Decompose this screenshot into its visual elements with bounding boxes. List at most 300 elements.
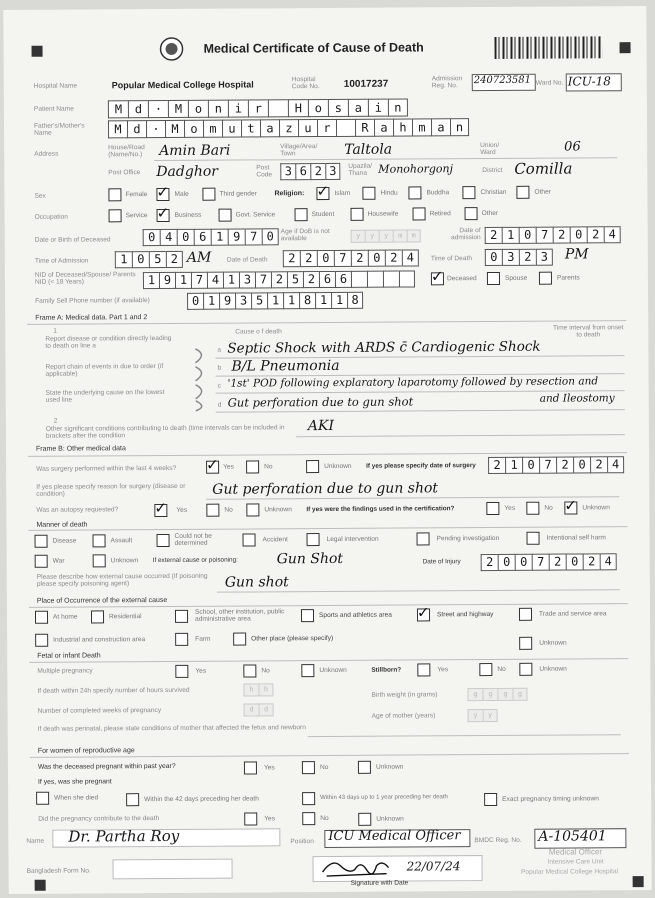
admission-date-boxes — [485, 226, 621, 244]
findings-yes-checkbox[interactable] — [486, 502, 499, 515]
age-mother-label: Age of mother (years) — [371, 712, 436, 720]
place-farm-checkbox[interactable] — [175, 633, 188, 646]
certificate-sheet — [3, 6, 651, 894]
manner-undetermined-label: Could not be determined — [174, 532, 212, 547]
dob-label: Date or Birth of Deceased — [34, 236, 111, 244]
char-box: 1 — [203, 293, 219, 310]
occ-retired-checkbox[interactable] — [413, 207, 426, 220]
char-box: 0 — [570, 226, 587, 243]
char-box: t — [241, 119, 260, 137]
describe-value: Gun shot — [224, 574, 289, 591]
char-box: 3 — [325, 163, 340, 180]
place-unknown-checkbox[interactable] — [519, 637, 532, 650]
religion-buddha-checkbox[interactable] — [408, 186, 421, 199]
manner-selfharm-checkbox[interactable] — [527, 532, 540, 545]
position-label: Position — [290, 838, 314, 846]
stillborn-yes-label: Yes — [437, 666, 449, 674]
nid-parents-checkbox[interactable] — [539, 272, 552, 285]
contribute-yes-checkbox[interactable] — [244, 812, 257, 825]
multiple-pregnancy-label: Multiple pregnancy — [37, 667, 93, 675]
char-box: 0 — [187, 293, 203, 310]
when-died-label: When she died — [54, 794, 99, 802]
admission-label: Admission Reg. No. — [431, 75, 463, 90]
place-residential-label: Residential — [108, 613, 142, 621]
char-box: 3 — [280, 163, 295, 180]
date-death-label: Date of Death — [226, 256, 268, 264]
autopsy-question: Was an autopsy requested? — [36, 506, 119, 514]
fetal-title: Fetal or infant Death — [37, 652, 101, 660]
check-mark-icon: ✓ — [316, 181, 330, 201]
findings-no-checkbox[interactable] — [526, 502, 539, 515]
external-cause-label: If external cause or poisoning: — [152, 556, 238, 565]
occ-student-checkbox[interactable] — [295, 208, 308, 221]
occ-other-label: Other — [481, 209, 499, 218]
upazila-label: Upazila/ Thana — [348, 162, 373, 178]
char-box: r — [317, 119, 336, 137]
char-box: 1 — [211, 229, 228, 246]
char-box: a — [431, 118, 450, 136]
char-box: 2 — [488, 457, 505, 474]
char-box: y — [351, 230, 365, 243]
pregnant-yes-label: Yes — [263, 764, 275, 772]
occupation-label: Occupation — [34, 213, 68, 221]
part2-number: 2 — [53, 417, 58, 425]
external-cause: Gun Shot — [276, 550, 344, 568]
place-farm-label: Farm — [195, 635, 211, 643]
check-mark-icon: ✓ — [430, 267, 444, 286]
char-box: y — [365, 230, 379, 243]
injury-date-label: Date of Injury — [422, 558, 461, 566]
pregnant-question: Was the deceased pregnant within past year? — [37, 762, 176, 771]
signature-date: 22/07/24 — [406, 859, 461, 874]
char-box: 0 — [498, 554, 515, 571]
occ-housewife-label: Housewife — [367, 210, 399, 218]
manner-accident-checkbox[interactable] — [243, 533, 256, 546]
char-box — [383, 271, 399, 288]
char-box: 2 — [271, 271, 287, 288]
char-box: 0 — [262, 228, 279, 245]
signature-label: Signature with Date — [350, 879, 409, 887]
char-box: · — [146, 120, 165, 138]
autopsy-yes-label: Yes — [176, 506, 188, 514]
char-box: 2 — [556, 457, 573, 474]
address-label: Address — [34, 150, 59, 158]
time-death-boxes — [485, 249, 553, 266]
date-death-boxes — [283, 249, 419, 267]
contribute-no-label: No — [320, 814, 329, 823]
signer-name: Dr. Partha Roy — [68, 826, 180, 846]
cause-c-continuation: and Ileostomy — [539, 392, 615, 405]
surgery-no-checkbox[interactable] — [246, 460, 259, 473]
check-mark-icon: ✓ — [206, 455, 219, 474]
post-code-label: Post Code — [256, 164, 273, 179]
char-box: 2 — [583, 553, 600, 570]
signature-mark — [320, 854, 390, 882]
union-value: 06 — [564, 139, 581, 155]
frame-a-title: Frame A: Medical data. Part 1 and 2 — [35, 314, 148, 322]
char-box: i — [228, 99, 248, 117]
religion-hindu-checkbox[interactable] — [362, 187, 375, 200]
describe-label: Please describe how external cause occurred (If poisoning please specify poisoning agent) — [36, 572, 208, 589]
weeks-pregnancy-label: Number of completed weeks of pregnancy — [37, 707, 162, 715]
char-box: 1 — [175, 272, 191, 289]
surgery-date-question: If yes please specify date of surgery — [366, 462, 476, 470]
village-label: Village/Area/ Town — [280, 143, 318, 158]
corner-marker — [32, 46, 43, 57]
time-admission-label: Time of Admission — [34, 257, 89, 265]
religion-other-label: Other — [534, 188, 551, 196]
hospital-code-label: Hospital Code No. — [291, 76, 320, 91]
manner-legal-label: Legal intervention — [326, 535, 379, 544]
char-box: 4 — [607, 456, 624, 473]
char-box: 2 — [303, 271, 319, 288]
sex-third-label: Third gender — [219, 190, 257, 198]
char-box: 2 — [485, 227, 502, 244]
char-box: 4 — [604, 226, 621, 243]
barcode — [494, 36, 602, 59]
place-residential-checkbox[interactable] — [91, 610, 104, 623]
check-mark-icon: ✓ — [156, 203, 170, 223]
father-name-boxes — [108, 118, 469, 138]
sex-female-checkbox[interactable] — [108, 188, 121, 201]
char-box: 1 — [143, 272, 159, 289]
check-mark-icon: ✓ — [156, 182, 170, 202]
position-value: ICU Medical Officer — [328, 828, 461, 845]
char-box: g — [512, 688, 527, 701]
autopsy-unknown-checkbox[interactable] — [246, 503, 259, 516]
char-box: g — [497, 688, 512, 701]
surgery-unknown-label: Unknown — [324, 462, 352, 471]
sex-label: Sex — [34, 192, 46, 200]
char-box: a — [374, 119, 393, 137]
stillborn-yes-checkbox[interactable] — [417, 663, 430, 676]
char-box: 7 — [539, 457, 556, 474]
when-died-checkbox[interactable] — [36, 792, 49, 805]
age-mother-boxes — [468, 709, 498, 722]
pregnant-unknown-checkbox[interactable] — [358, 761, 371, 774]
char-box: 0 — [485, 249, 502, 266]
multiple-no-checkbox[interactable] — [243, 664, 256, 677]
within-42-checkbox[interactable] — [126, 793, 139, 806]
age-boxes — [351, 229, 421, 242]
char-box: 3 — [536, 249, 553, 266]
occ-service-checkbox[interactable] — [109, 209, 122, 222]
stillborn-no-checkbox[interactable] — [479, 663, 492, 676]
ward-label: Ward No. — [535, 79, 564, 87]
upazila-value: Monohorgonj — [378, 162, 454, 176]
char-box: 7 — [191, 272, 207, 289]
place-home-checkbox[interactable] — [35, 611, 48, 624]
char-box — [336, 119, 355, 137]
pregnant-yes-checkbox[interactable] — [244, 761, 257, 774]
religion-islam-label: Islam — [334, 189, 351, 197]
dob-boxes — [143, 228, 279, 246]
manner-pending-label: Pending investigation — [436, 534, 500, 543]
multiple-yes-checkbox[interactable] — [175, 665, 188, 678]
cause-b: B/L Pneumonia — [231, 357, 340, 375]
cause-c: '1st' POD following explaratory laparotomy followed by resection and — [227, 375, 599, 390]
char-box: o — [184, 120, 203, 138]
patient-name-boxes — [108, 99, 408, 119]
char-box: 4 — [207, 272, 223, 289]
char-box: 9 — [228, 229, 245, 246]
part1-number: 1 — [53, 327, 57, 335]
findings-yes-label: Yes — [504, 504, 516, 512]
char-box: R — [355, 119, 374, 137]
occ-other-checkbox[interactable] — [465, 207, 478, 220]
char-box: 2 — [519, 249, 536, 266]
char-box: 0 — [519, 227, 536, 244]
char-box: g — [482, 688, 497, 701]
interval-header: Time interval from onset to death — [552, 324, 624, 339]
char-box: m — [407, 229, 421, 242]
char-box: h — [243, 683, 258, 696]
char-box: 7 — [245, 228, 262, 245]
char-box: 1 — [115, 251, 132, 268]
char-box: M — [108, 120, 127, 138]
frame-b-title: Frame B: Other medical data — [35, 445, 126, 453]
age-label: Age if DoB is not available — [280, 227, 330, 243]
char-box: h — [393, 118, 412, 136]
manner-undetermined-checkbox[interactable] — [157, 534, 170, 547]
surgery-unknown-checkbox[interactable] — [306, 460, 319, 473]
char-box: d — [259, 703, 274, 716]
place-other-checkbox[interactable] — [233, 633, 246, 646]
exact-unknown-label: Exact pregnancy timing unknown — [502, 795, 599, 803]
sex-male-label: Male — [174, 190, 189, 198]
bmdc-label: BMDC Reg. No. — [474, 836, 522, 845]
part2-value: AKI — [307, 417, 335, 435]
union-label: Union/ Ward — [480, 141, 500, 157]
cause-d: Gut perforation due to gun shot — [227, 394, 414, 410]
manner-pending-checkbox[interactable] — [417, 532, 430, 545]
char-box: 5 — [251, 292, 267, 309]
surgery-no-label: No — [264, 463, 273, 471]
char-box: s — [328, 99, 348, 117]
char-box: 2 — [587, 226, 604, 243]
if-yes-label: If yes, was she pregnant — [38, 778, 112, 786]
time-death-label: Time of Death — [430, 255, 473, 263]
occ-service-label: Service — [125, 212, 148, 220]
sex-third-checkbox[interactable] — [202, 188, 215, 201]
hospital-code: 10017237 — [343, 78, 389, 90]
pregnant-no-label: No — [319, 764, 329, 772]
birth-weight-label: Birth weight (in grams) — [371, 691, 438, 699]
check-mark-icon: ✓ — [154, 498, 167, 518]
part1-desc-a: Report disease or condition directly leading to death on line a — [45, 334, 172, 351]
manner-unknown-label: Unknown — [110, 557, 139, 565]
char-box: 6 — [194, 229, 211, 246]
char-box: 0 — [515, 554, 532, 571]
char-box: 0 — [177, 229, 194, 246]
place-school-checkbox[interactable] — [175, 610, 188, 623]
stillborn-unknown-checkbox[interactable] — [519, 663, 532, 676]
occ-retired-label: Retired — [429, 210, 451, 218]
place-sports-checkbox[interactable] — [301, 609, 314, 622]
place-sports-label: Sports and athletics area — [318, 611, 392, 620]
char-box: 0 — [573, 456, 590, 473]
char-box: 4 — [600, 553, 617, 570]
district-label: District — [482, 166, 503, 175]
line-letter-a: a — [217, 346, 222, 354]
bd-form-box — [112, 859, 232, 880]
hours-boxes — [243, 683, 273, 696]
admission-no: 240723581 — [473, 74, 532, 87]
autopsy-unknown-label: Unknown — [264, 506, 292, 514]
stillborn-label: Stillborn? — [371, 666, 402, 674]
exact-unknown-checkbox[interactable] — [484, 793, 497, 806]
multiple-no-label: No — [261, 667, 270, 675]
place-industrial-checkbox[interactable] — [35, 634, 48, 647]
corner-marker — [620, 42, 631, 53]
religion-christian-label: Christian — [480, 188, 507, 197]
place-unknown-label: Unknown — [539, 639, 567, 647]
corner-marker — [633, 876, 644, 887]
religion-buddha-label: Buddha — [426, 189, 450, 197]
char-box: · — [148, 100, 168, 118]
hospital-name: Popular Medical College Hospital — [111, 79, 254, 91]
occ-govt-checkbox[interactable] — [219, 209, 232, 222]
char-box: a — [348, 99, 368, 117]
char-box: 2 — [590, 456, 607, 473]
contribute-unknown-checkbox[interactable] — [358, 813, 371, 826]
char-box: 7 — [334, 250, 351, 267]
time-admission-ampm: AM — [186, 249, 212, 266]
char-box: i — [368, 99, 388, 117]
char-box: 2 — [549, 554, 566, 571]
part1-desc-c: State the underlying cause on the lowest used line — [45, 388, 165, 405]
multiple-unknown-checkbox[interactable] — [301, 664, 314, 677]
form-title: Medical Certificate of Cause of Death — [203, 40, 424, 56]
line-letter-c: c — [217, 382, 221, 390]
char-box: 8 — [299, 292, 315, 309]
within-42-label: Within the 42 days preceding her death — [144, 795, 259, 804]
char-box: a — [260, 119, 279, 137]
nid-spouse-checkbox[interactable] — [487, 272, 500, 285]
surgery-reason-label: If yes please specify reason for surgery (disease or condition) — [36, 482, 186, 499]
place-industrial-label: Industrial and construction area — [53, 636, 146, 644]
autopsy-no-checkbox[interactable] — [206, 504, 219, 517]
check-mark-icon: ✓ — [564, 496, 577, 515]
char-box: 2 — [283, 250, 300, 267]
manner-war-checkbox[interactable] — [35, 555, 48, 568]
religion-other-checkbox[interactable] — [516, 186, 529, 199]
occ-housewife-checkbox[interactable] — [351, 208, 364, 221]
place-home-label: At home — [52, 613, 78, 621]
char-box: m — [393, 230, 407, 243]
check-mark-icon: ✓ — [416, 603, 430, 622]
manner-unknown-checkbox[interactable] — [93, 554, 106, 567]
char-box: u — [298, 119, 317, 137]
ward-no: ICU-18 — [567, 74, 611, 89]
within-43-checkbox[interactable] — [302, 792, 315, 805]
char-box: 4 — [402, 249, 419, 266]
birth-weight-boxes — [467, 688, 527, 701]
char-box: 0 — [132, 251, 149, 268]
char-box: 6 — [335, 271, 351, 288]
char-box: 7 — [255, 271, 271, 288]
char-box: d — [128, 100, 148, 118]
stamp-line-3: Popular Medical College Hospital — [520, 868, 619, 876]
cause-header: Cause o f death — [235, 328, 282, 336]
char-box: n — [450, 118, 469, 136]
village-value: Taltola — [344, 141, 393, 158]
religion-hindu-label: Hindu — [380, 189, 398, 197]
religion-label: Religion: — [274, 190, 305, 198]
char-box: 1 — [223, 272, 239, 289]
char-box: n — [208, 100, 228, 118]
char-box: 4 — [160, 229, 177, 246]
char-box: 1 — [331, 292, 347, 309]
char-box: 7 — [532, 554, 549, 571]
place-title: Place of Occurrence of the external cause — [36, 596, 168, 605]
line-letter-b: b — [217, 364, 222, 372]
char-box: 0 — [522, 457, 539, 474]
char-box: 0 — [368, 250, 385, 267]
occ-student-label: Student — [311, 210, 335, 219]
char-box: o — [308, 99, 328, 117]
findings-no-label: No — [544, 504, 553, 512]
place-other-label: Other place (please specify) — [251, 634, 334, 643]
manner-assault-checkbox[interactable] — [93, 534, 106, 547]
char-box: y — [379, 230, 393, 243]
nid-deceased-label: Deceased — [446, 275, 477, 283]
phone-label: Family Sell Phone number (if available) — [35, 297, 150, 305]
char-box: 5 — [287, 271, 303, 288]
char-box: M — [165, 120, 184, 138]
char-box: 2 — [300, 250, 317, 267]
line-letter-d: d — [217, 401, 222, 409]
manner-disease-checkbox[interactable] — [35, 535, 48, 548]
time-death-ampm: PM — [564, 246, 589, 263]
contribute-no-checkbox[interactable] — [302, 812, 315, 825]
char-box: u — [222, 120, 241, 138]
manner-legal-checkbox[interactable] — [307, 533, 320, 546]
char-box: 2 — [385, 250, 402, 267]
religion-christian-checkbox[interactable] — [462, 186, 475, 199]
sex-female-label: Female — [125, 191, 148, 199]
pregnant-no-checkbox[interactable] — [302, 761, 315, 774]
hours-survived-label: If death within 24h specify number of hours survived — [37, 686, 190, 695]
contribute-unknown-label: Unknown — [376, 815, 404, 823]
char-box: m — [412, 118, 431, 136]
char-box: H — [288, 99, 308, 117]
char-box: 1 — [505, 457, 522, 474]
nid-parents-label: Parents — [556, 274, 580, 282]
char-box: h — [258, 683, 273, 696]
phone-boxes — [187, 292, 363, 310]
manner-disease-label: Disease — [52, 537, 77, 545]
char-box: n — [388, 99, 408, 117]
multiple-unknown-label: Unknown — [319, 666, 347, 675]
surgery-date-boxes — [488, 456, 624, 474]
char-box: m — [203, 120, 222, 138]
char-box: 9 — [159, 272, 175, 289]
char-box: d — [244, 703, 259, 716]
place-trade-checkbox[interactable] — [519, 608, 532, 621]
nid-label: NID of Deceased/Spouse/ Parents NID (< 18 Years) — [34, 271, 136, 287]
weeks-boxes — [244, 703, 274, 716]
char-box: y — [468, 709, 483, 722]
hospital-name-label: Hospital Name — [33, 82, 78, 90]
women-title: For women of reproductive age — [37, 747, 135, 755]
within-43-label: Within 43 days up to 1 year preceding her death — [320, 794, 448, 802]
government-seal-icon — [159, 37, 183, 61]
pregnant-unknown-label: Unknown — [375, 763, 404, 771]
char-box: 2 — [166, 251, 183, 268]
house-value: Amin Bari — [159, 142, 231, 160]
father-name-label: Father's/Mother's Name — [33, 122, 85, 138]
